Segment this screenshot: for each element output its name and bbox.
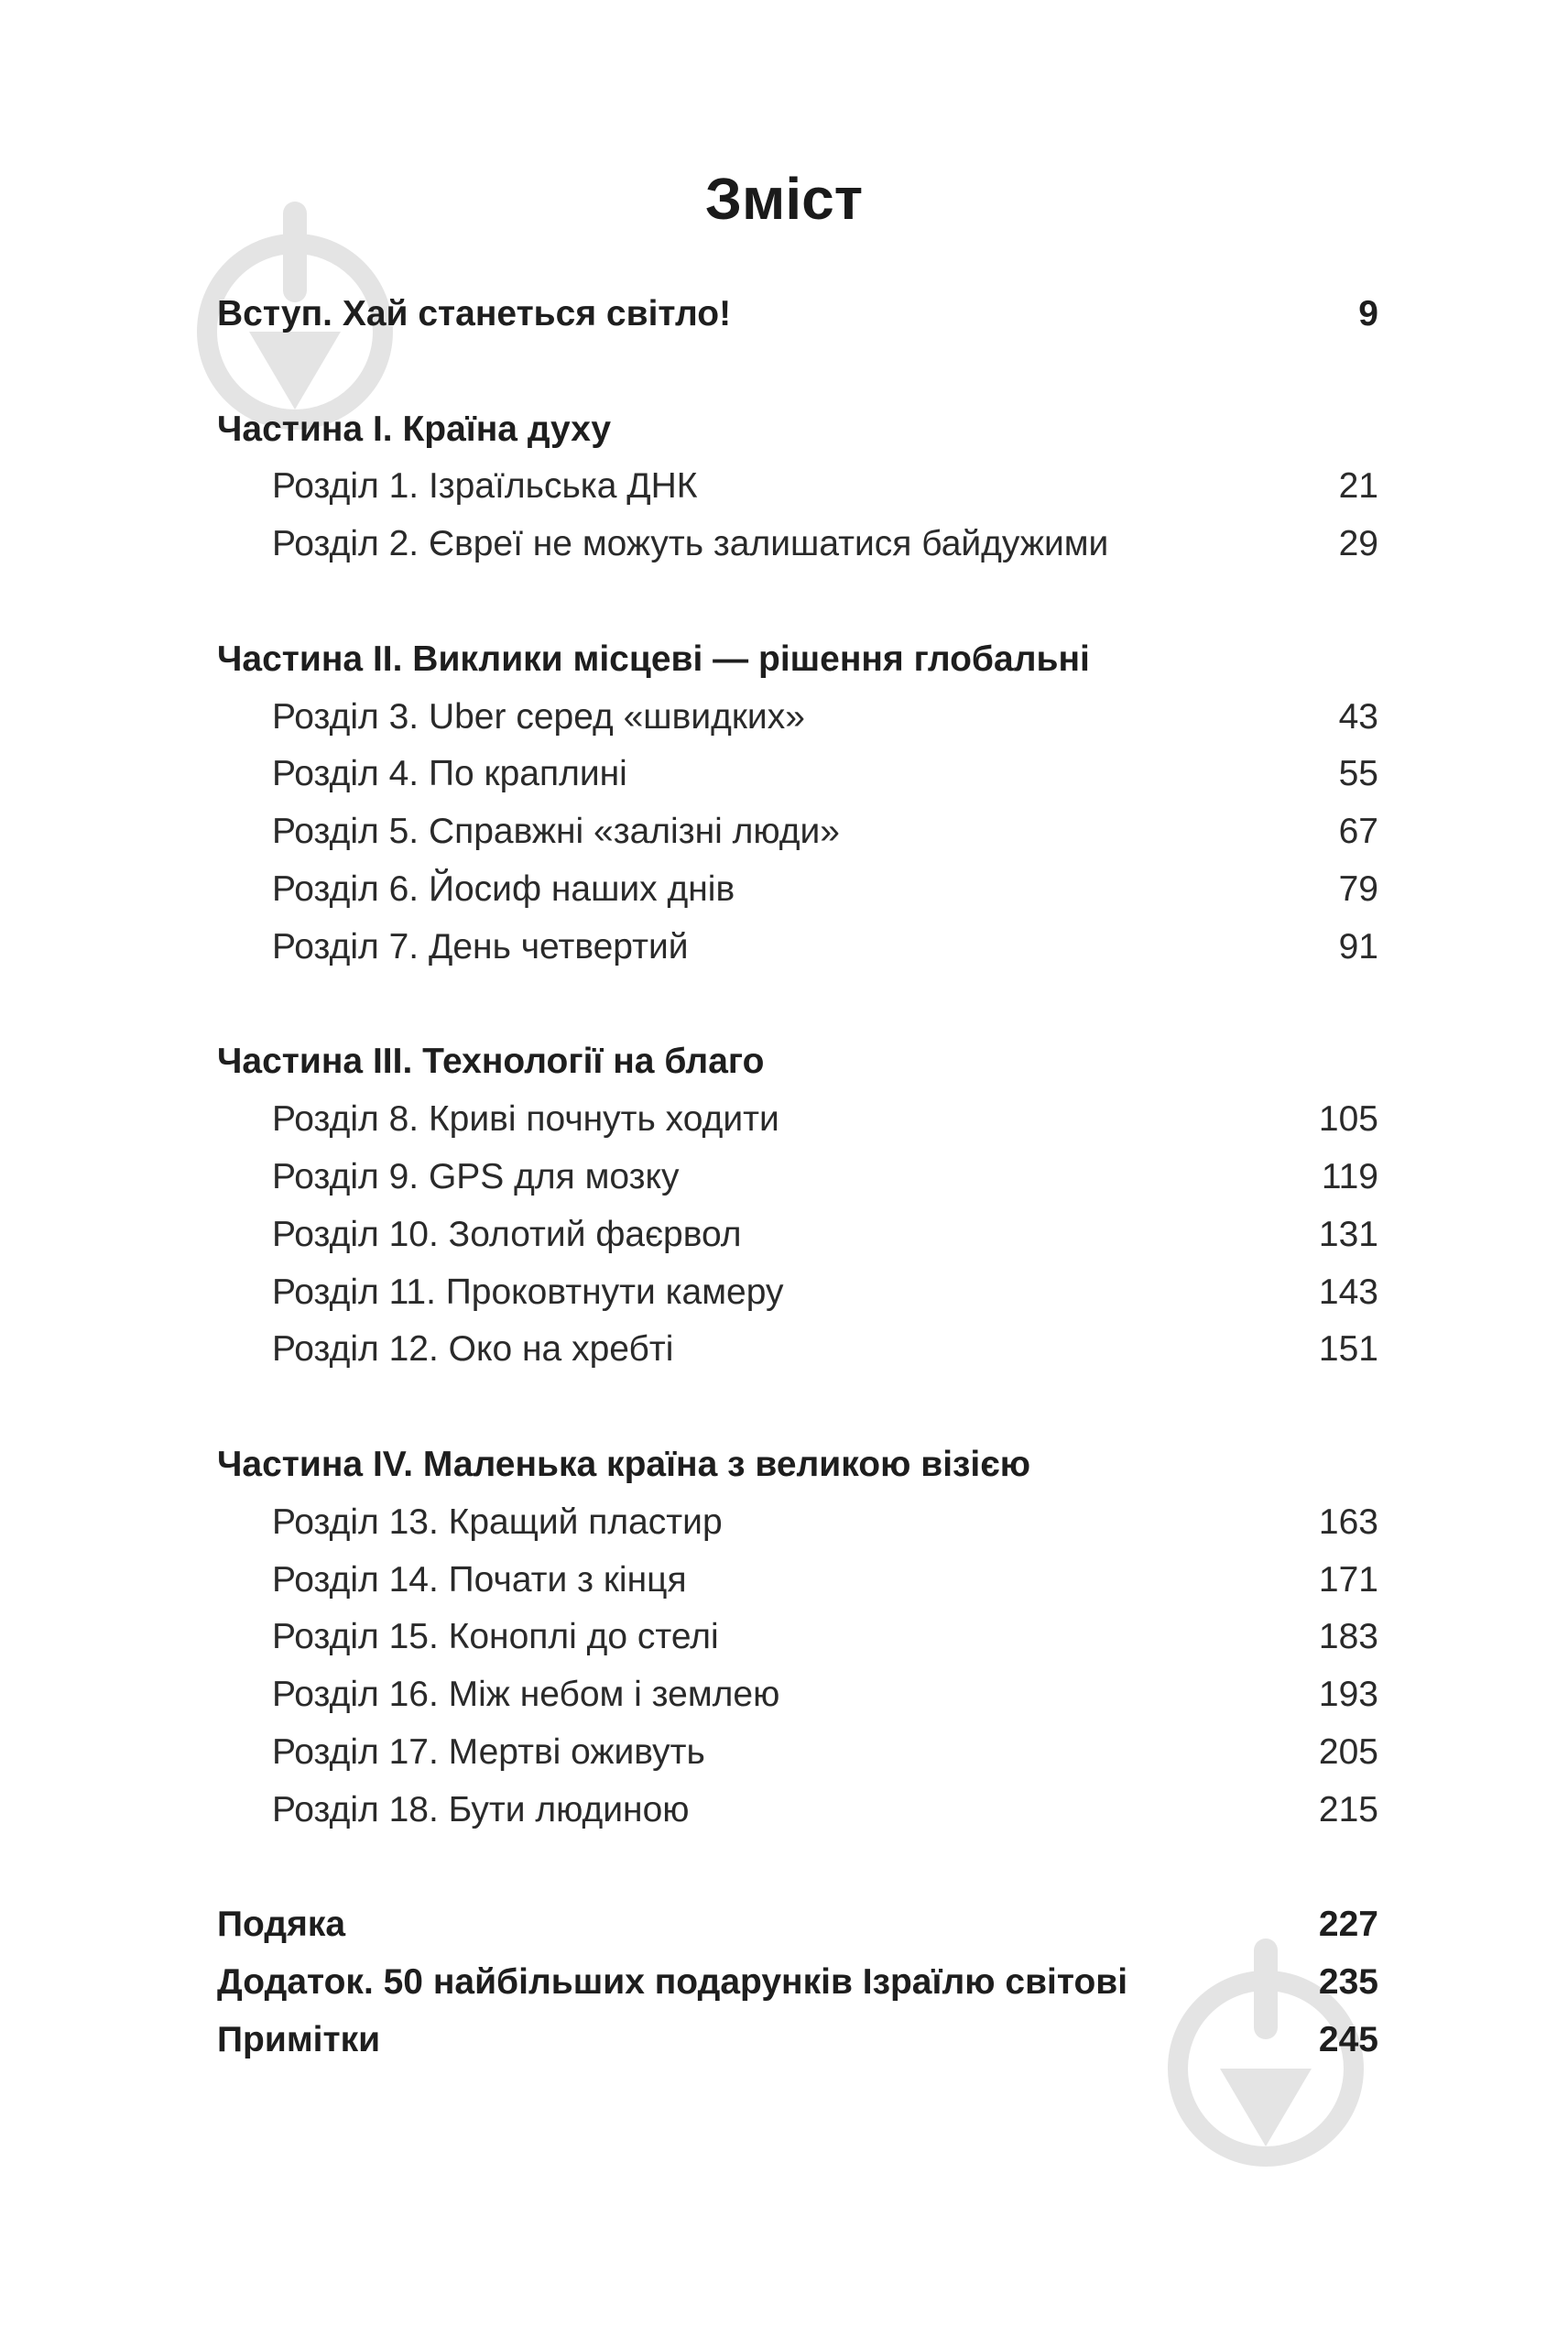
toc-entry-label: Примітки: [217, 2019, 381, 2059]
toc-entry-label: Розділ 3. Uber серед «швидких»: [272, 696, 805, 737]
toc-chapter-entry[interactable]: [217, 1149, 1378, 1207]
toc-entry-label: Розділ 1. Ізраїльська ДНК: [272, 466, 698, 507]
toc-entry-page: 215: [1318, 1789, 1378, 1829]
toc-entry-page: 119: [1321, 1156, 1378, 1196]
toc-entry-page: 193: [1318, 1675, 1378, 1715]
toc-entry-page: 183: [1318, 1617, 1378, 1657]
toc-entry-page: 91: [1338, 926, 1378, 966]
toc-entry-page: 205: [1318, 1731, 1378, 1772]
toc-chapter-entry[interactable]: [217, 1207, 1378, 1264]
toc-entry-page: 43: [1338, 696, 1378, 737]
toc-part-label: Частина IV. Маленька країна з великою візією: [217, 1444, 1031, 1484]
toc-part-label: Частина III. Технології на благо: [217, 1042, 765, 1082]
toc-entry-intro[interactable]: [217, 286, 1378, 344]
toc-chapter-entry[interactable]: [217, 516, 1378, 573]
toc-entry-label: Розділ 4. По краплині: [272, 754, 627, 794]
toc-chapter-entry[interactable]: [217, 1091, 1378, 1149]
toc-chapter-entry[interactable]: [217, 1666, 1378, 1724]
toc-entry-acknowledgements[interactable]: [217, 1896, 1378, 1954]
toc-entry-label: Розділ 13. Кращий пластир: [272, 1502, 723, 1542]
toc-entry-page: 21: [1338, 466, 1378, 507]
toc-chapter-entry[interactable]: [217, 689, 1378, 747]
toc-entry-label: Подяка: [217, 1905, 346, 1945]
toc-entry-label: Розділ 17. Мертві оживуть: [272, 1731, 705, 1772]
toc-chapter-entry[interactable]: [217, 1494, 1378, 1552]
toc-entry-label: Розділ 9. GPS для мозку: [272, 1156, 680, 1196]
toc-entry-label: Розділ 18. Бути людиною: [272, 1789, 690, 1829]
toc-chapter-entry[interactable]: [217, 746, 1378, 803]
toc-entry-label: Додаток. 50 найбільших подарунків Ізраїлю світові: [217, 1962, 1128, 2003]
toc-entry-label: Розділ 2. Євреї не можуть залишатися байдужими: [272, 524, 1109, 564]
toc-chapter-entry[interactable]: [217, 458, 1378, 516]
toc-chapter-entry[interactable]: [217, 1264, 1378, 1322]
toc-entry-page: 171: [1318, 1559, 1378, 1600]
toc-chapter-entry[interactable]: [217, 803, 1378, 861]
toc-chapter-entry[interactable]: [217, 1321, 1378, 1379]
toc-entry-page: 55: [1338, 754, 1378, 794]
toc-entry-page: 131: [1318, 1214, 1378, 1254]
toc-entry-label: Розділ 12. Око на хребті: [272, 1329, 674, 1370]
toc-entry-page: 79: [1338, 868, 1378, 909]
table-of-contents: [217, 286, 1378, 2069]
toc-entry-page: 235: [1318, 1962, 1378, 2003]
toc-entry-label: Вступ. Хай станеться світло!: [217, 294, 732, 333]
toc-entry-label: Розділ 6. Йосиф наших днів: [272, 868, 735, 909]
toc-part-label: Частина II. Виклики місцеві — рішення глобальні: [217, 639, 1090, 679]
toc-part-label: Частина I. Країна духу: [217, 409, 612, 449]
toc-entry-page: 227: [1318, 1905, 1378, 1945]
toc-chapter-entry[interactable]: [217, 861, 1378, 919]
toc-entry-page: 245: [1318, 2019, 1378, 2059]
toc-entry-notes[interactable]: [217, 2012, 1378, 2069]
toc-entry-page: 29: [1338, 524, 1378, 564]
toc-entry-label: Розділ 15. Коноплі до стелі: [272, 1617, 719, 1657]
toc-entry-page: 151: [1318, 1329, 1378, 1370]
toc-chapter-entry[interactable]: [217, 1609, 1378, 1666]
toc-entry-page: 105: [1318, 1099, 1378, 1140]
toc-entry-page: 163: [1318, 1502, 1378, 1542]
toc-entry-page: 67: [1338, 812, 1378, 852]
toc-entry-label: Розділ 10. Золотий фаєрвол: [272, 1214, 742, 1254]
toc-entry-label: Розділ 11. Проковтнути камеру: [272, 1272, 784, 1312]
toc-chapter-entry[interactable]: [217, 1782, 1378, 1840]
toc-entry-label: Розділ 16. Між небом і землею: [272, 1675, 780, 1715]
toc-entry-label: Розділ 8. Криві почнуть ходити: [272, 1099, 779, 1140]
toc-part-heading[interactable]: [217, 631, 1378, 689]
toc-chapter-entry[interactable]: [217, 1552, 1378, 1610]
toc-part-heading[interactable]: [217, 1436, 1378, 1494]
toc-entry-label: Розділ 14. Почати з кінця: [272, 1559, 687, 1600]
toc-entry-label: Розділ 7. День четвертий: [272, 926, 689, 966]
toc-chapter-entry[interactable]: [217, 1724, 1378, 1782]
toc-chapter-entry[interactable]: [217, 919, 1378, 977]
toc-part-heading[interactable]: [217, 1033, 1378, 1091]
toc-entry-page: 9: [1358, 294, 1378, 333]
toc-part-heading[interactable]: [217, 401, 1378, 459]
toc-entry-label: Розділ 5. Справжні «залізні люди»: [272, 812, 841, 852]
toc-entry-page: 143: [1318, 1272, 1378, 1312]
page-title: Зміст: [704, 166, 864, 232]
toc-entry-appendix[interactable]: [217, 1954, 1378, 2012]
